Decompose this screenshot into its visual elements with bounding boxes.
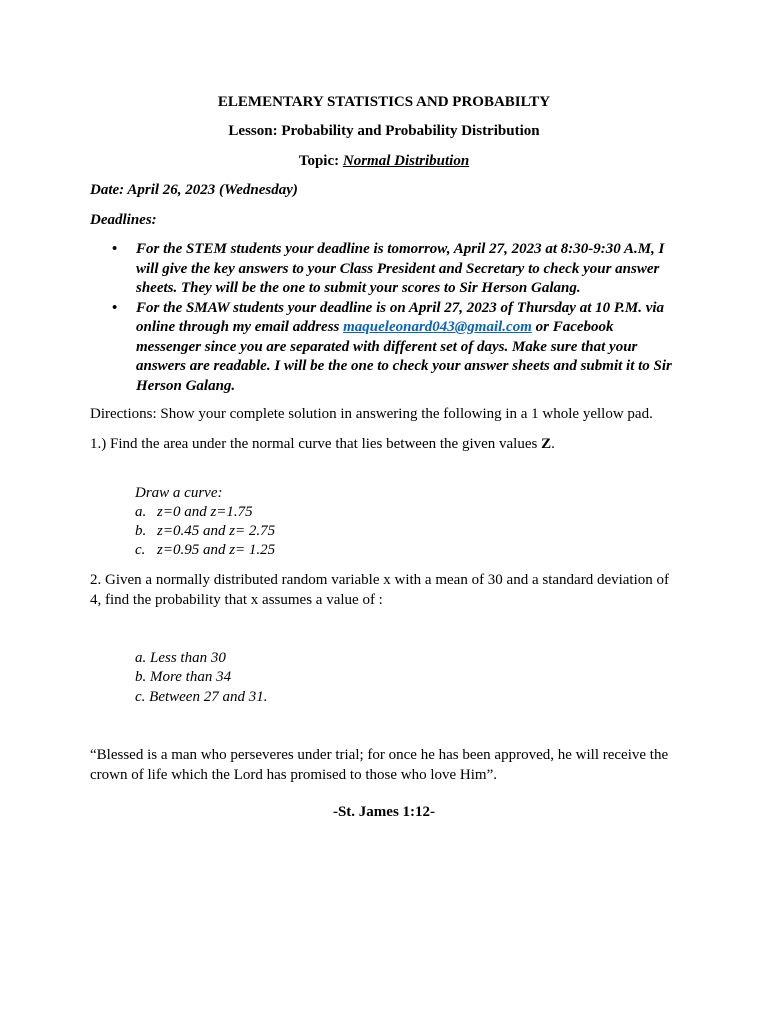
question-2-item-c: c. Between 27 and 31.: [135, 689, 268, 705]
item-text: z=0 and z=1.75: [157, 504, 253, 520]
topic-value: Normal Distribution: [342, 153, 470, 169]
deadlines-list: [90, 240, 678, 396]
lesson-line: Lesson: Probability and Probability Distribution: [228, 123, 540, 139]
bullet-icon: •: [112, 299, 118, 316]
question-2-item-a: a. Less than 30: [135, 650, 226, 666]
quote-source: -St. James 1:12-: [332, 804, 436, 820]
question-1-variable: Z: [541, 436, 552, 452]
question-1-text: 1.) Find the area under the normal curve that lies between the given values: [90, 436, 542, 452]
deadline-text-smaw-end: or Facebook messenger since you are separated with different set of days. Make sure that your answers are readable. I will be the one to check your answer sheets and submit it to Sir Herson Galang.: [136, 319, 672, 394]
item-label: c.: [135, 542, 146, 558]
email-link[interactable]: maqueleonard043@gmail.com: [343, 319, 532, 335]
question-1-item-b: [135, 522, 678, 542]
topic-label: Topic:: [298, 153, 343, 169]
item-label: a.: [135, 504, 147, 520]
document-title: ELEMENTARY STATISTICS AND PROBABILTY: [217, 94, 551, 110]
question-1-subhead: Draw a curve:: [135, 485, 223, 501]
question-1-item-a: [135, 503, 678, 523]
deadline-item-stem: [90, 240, 678, 299]
question-1-end: .: [551, 436, 555, 452]
question-1-item-c: [135, 541, 678, 561]
date-line: Date: April 26, 2023 (Wednesday): [90, 182, 298, 198]
bible-quote: “Blessed is a man who perseveres under trial; for once he has been approved, he will receive the crown of life which the Lord has promised to those who love Him”.: [90, 747, 669, 783]
item-label: b.: [135, 523, 147, 539]
deadlines-heading: Deadlines:: [90, 212, 157, 228]
topic-line: [90, 152, 678, 172]
item-text: z=0.45 and z= 2.75: [157, 523, 276, 539]
deadline-item-smaw: [90, 299, 678, 397]
deadline-text-stem: For the STEM students your deadline is tomorrow, April 27, 2023 at 8:30-9:30 A.M, I will give the key answers to your Class President and Secretary to check your answer sheets. They will be the one to submit your scores to Sir Herson Galang.: [136, 241, 665, 296]
question-1: [90, 435, 678, 455]
question-2-item-b: b. More than 34: [135, 669, 232, 685]
bullet-icon: •: [112, 241, 118, 257]
item-text: z=0.95 and z= 1.25: [157, 542, 276, 558]
directions-text: Directions: Show your complete solution in answering the following in a 1 whole yellow pad.: [90, 406, 653, 422]
deadline-text-smaw-start: For the SMAW students your deadline is on April 27, 2023 of Thursday at 10 P.M. via online through my email address: [136, 299, 665, 335]
question-2: 2. Given a normally distributed random variable x with a mean of 30 and a standard deviation of 4, find the probability that x assumes a value of :: [90, 572, 670, 608]
